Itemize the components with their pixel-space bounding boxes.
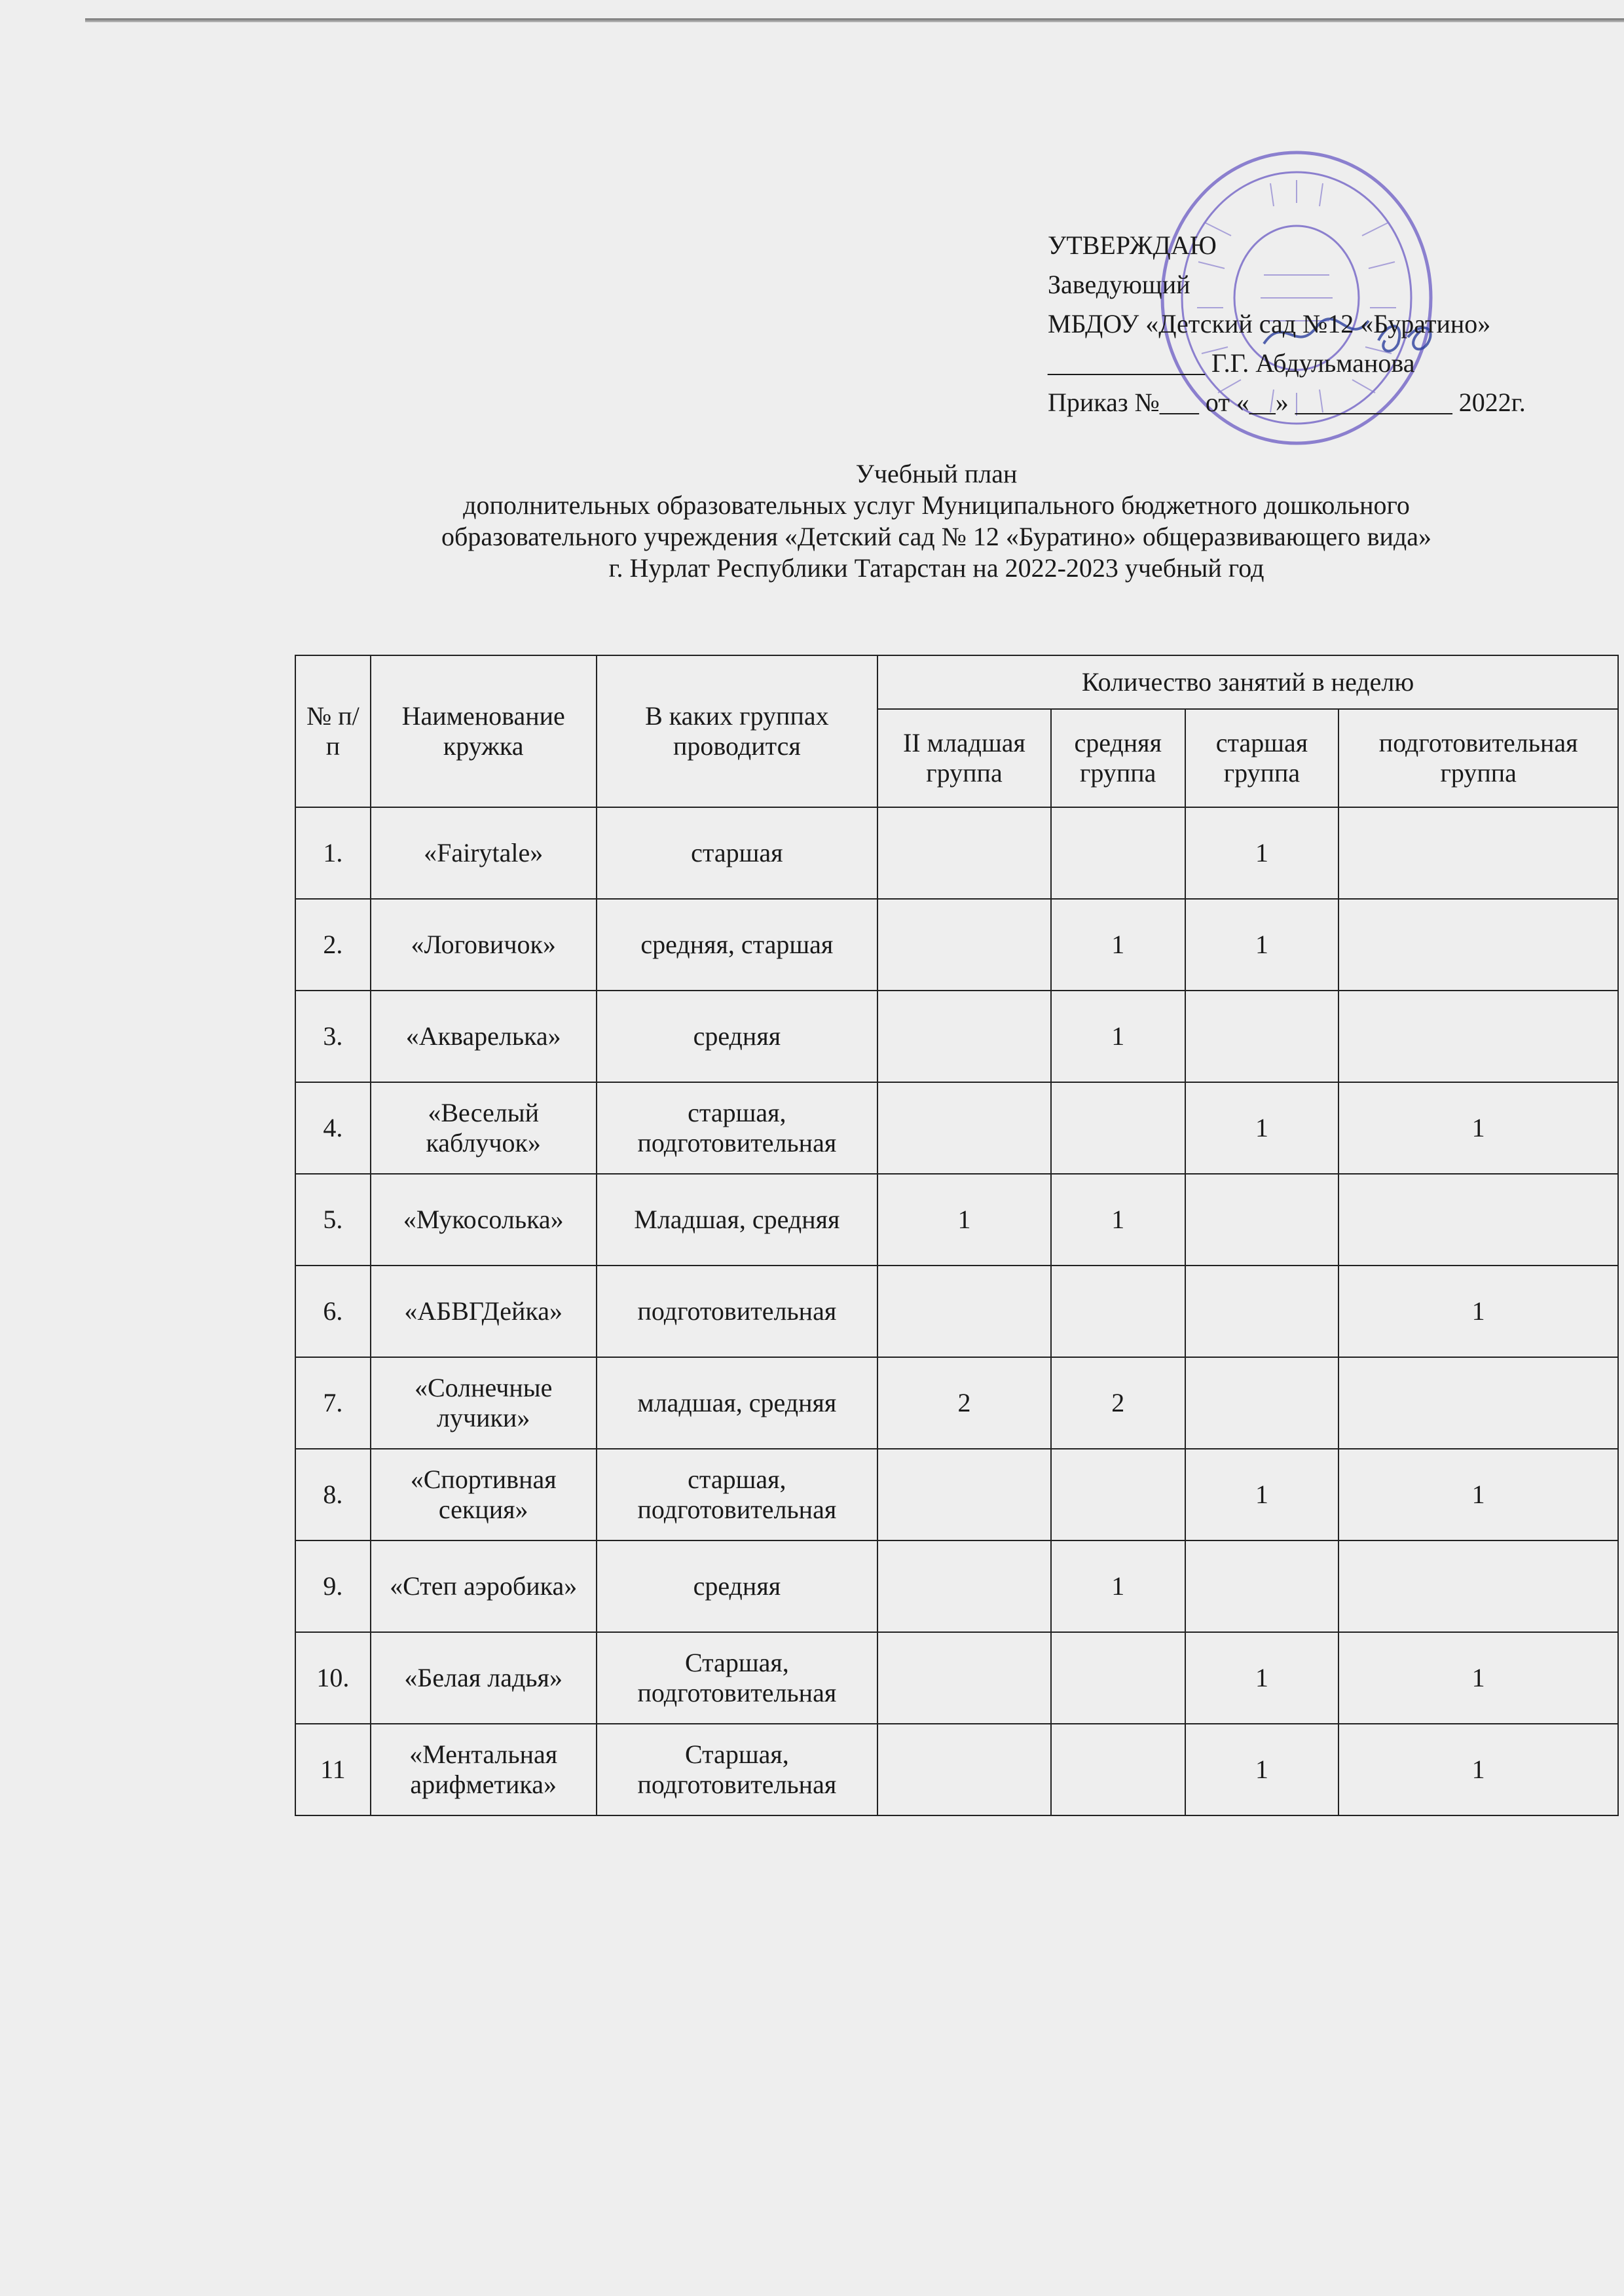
cell-prep — [1338, 807, 1618, 899]
cell-groups: старшая — [597, 807, 878, 899]
title-line-1: Учебный план — [855, 459, 1018, 488]
table-row — [295, 899, 1618, 991]
table-row — [295, 991, 1618, 1082]
cell-prep: 1 — [1338, 1082, 1618, 1174]
cell-middle: 2 — [1051, 1357, 1185, 1449]
cell-prep: 1 — [1338, 1724, 1618, 1815]
title-line-3: образовательного учреждения «Детский сад № 12 «Буратино» общеразвивающего вида» — [441, 522, 1431, 551]
cell-num: 6. — [295, 1266, 371, 1357]
cell-junior — [877, 807, 1051, 899]
header-weekly-lessons: Количество занятий в неделю — [877, 655, 1618, 709]
cell-middle: 1 — [1051, 899, 1185, 991]
cell-num: 4. — [295, 1082, 371, 1174]
cell-junior — [877, 1082, 1051, 1174]
table-row — [295, 1449, 1618, 1540]
table-row — [295, 1724, 1618, 1815]
cell-prep: 1 — [1338, 1632, 1618, 1724]
cell-middle — [1051, 1266, 1185, 1357]
cell-groups: средняя, старшая — [597, 899, 878, 991]
table-header-row — [295, 655, 1618, 709]
cell-prep — [1338, 1174, 1618, 1266]
table-row — [295, 807, 1618, 899]
approval-position: Заведующий — [1048, 270, 1190, 299]
cell-num: 10. — [295, 1632, 371, 1724]
cell-num: 9. — [295, 1540, 371, 1632]
cell-middle: 1 — [1051, 991, 1185, 1082]
cell-senior — [1185, 1266, 1339, 1357]
table-body — [295, 807, 1618, 1815]
cell-name: «Белая ладья» — [371, 1632, 597, 1724]
cell-num: 7. — [295, 1357, 371, 1449]
cell-prep — [1338, 899, 1618, 991]
cell-num: 8. — [295, 1449, 371, 1540]
cell-prep: 1 — [1338, 1266, 1618, 1357]
cell-prep — [1338, 1540, 1618, 1632]
cell-name: «Веселый каблучок» — [371, 1082, 597, 1174]
cell-prep — [1338, 991, 1618, 1082]
header-middle-group: средняя группа — [1051, 709, 1185, 807]
cell-junior — [877, 991, 1051, 1082]
approval-order-line: Приказ №___ от «__» ____________ 2022г. — [1048, 388, 1526, 417]
cell-middle — [1051, 1724, 1185, 1815]
cell-name: «Спортивная секция» — [371, 1449, 597, 1540]
cell-junior: 2 — [877, 1357, 1051, 1449]
cell-prep: 1 — [1338, 1449, 1618, 1540]
table-row — [295, 1357, 1618, 1449]
cell-middle — [1051, 1082, 1185, 1174]
cell-senior: 1 — [1185, 1449, 1339, 1540]
cell-num: 1. — [295, 807, 371, 899]
cell-junior — [877, 1724, 1051, 1815]
cell-groups: средняя — [597, 1540, 878, 1632]
curriculum-table — [295, 655, 1619, 1816]
cell-name: «Ментальная арифметика» — [371, 1724, 597, 1815]
table-row — [295, 1266, 1618, 1357]
table-row — [295, 1540, 1618, 1632]
cell-senior — [1185, 1174, 1339, 1266]
approval-signature-line: ____________ Г.Г. Абдульманова — [1048, 348, 1415, 378]
cell-senior: 1 — [1185, 1724, 1339, 1815]
cell-name: «Степ аэробика» — [371, 1540, 597, 1632]
cell-junior — [877, 1632, 1051, 1724]
document-title — [288, 458, 1585, 584]
cell-num: 2. — [295, 899, 371, 991]
approval-heading: УТВЕРЖДАЮ — [1048, 230, 1217, 260]
cell-middle: 1 — [1051, 1540, 1185, 1632]
cell-groups: подготовительная — [597, 1266, 878, 1357]
cell-groups: Младшая, средняя — [597, 1174, 878, 1266]
header-number: № п/п — [295, 655, 371, 807]
cell-groups: Старшая, подготовительная — [597, 1724, 878, 1815]
cell-middle — [1051, 1632, 1185, 1724]
cell-groups: младшая, средняя — [597, 1357, 878, 1449]
approval-organization: МБДОУ «Детский сад №12 «Буратино» — [1048, 309, 1491, 338]
cell-name: «Солнечные лучики» — [371, 1357, 597, 1449]
header-club-name: Наименование кружка — [371, 655, 597, 807]
cell-groups: Старшая, подготовительная — [597, 1632, 878, 1724]
cell-senior: 1 — [1185, 1082, 1339, 1174]
cell-groups: старшая, подготовительная — [597, 1449, 878, 1540]
scan-edge — [85, 18, 1624, 22]
cell-senior — [1185, 1540, 1339, 1632]
cell-name: «Акварелька» — [371, 991, 597, 1082]
table-row — [295, 1632, 1618, 1724]
cell-middle: 1 — [1051, 1174, 1185, 1266]
cell-prep — [1338, 1357, 1618, 1449]
cell-junior: 1 — [877, 1174, 1051, 1266]
cell-junior — [877, 1266, 1051, 1357]
cell-junior — [877, 899, 1051, 991]
cell-groups: средняя — [597, 991, 878, 1082]
cell-name: «Мукосолька» — [371, 1174, 597, 1266]
header-groups: В каких группах проводится — [597, 655, 878, 807]
table-row — [295, 1082, 1618, 1174]
header-senior-group: старшая группа — [1185, 709, 1339, 807]
cell-name: «Логовичок» — [371, 899, 597, 991]
cell-name: «АБВГДейка» — [371, 1266, 597, 1357]
cell-middle — [1051, 807, 1185, 899]
header-prep-group: подготовительная группа — [1338, 709, 1618, 807]
cell-senior: 1 — [1185, 899, 1339, 991]
cell-middle — [1051, 1449, 1185, 1540]
cell-groups: старшая, подготовительная — [597, 1082, 878, 1174]
cell-senior: 1 — [1185, 1632, 1339, 1724]
cell-junior — [877, 1449, 1051, 1540]
cell-num: 11 — [295, 1724, 371, 1815]
cell-senior — [1185, 1357, 1339, 1449]
title-line-4: г. Нурлат Республики Татарстан на 2022-2023 учебный год — [608, 553, 1264, 583]
cell-senior — [1185, 991, 1339, 1082]
title-line-2: дополнительных образовательных услуг Муниципального бюджетного дошкольного — [463, 490, 1410, 520]
cell-junior — [877, 1540, 1051, 1632]
cell-senior: 1 — [1185, 807, 1339, 899]
approval-block — [1048, 226, 1585, 422]
cell-num: 3. — [295, 991, 371, 1082]
header-junior-group: II младшая группа — [877, 709, 1051, 807]
table-row — [295, 1174, 1618, 1266]
cell-num: 5. — [295, 1174, 371, 1266]
cell-name: «Fairytale» — [371, 807, 597, 899]
